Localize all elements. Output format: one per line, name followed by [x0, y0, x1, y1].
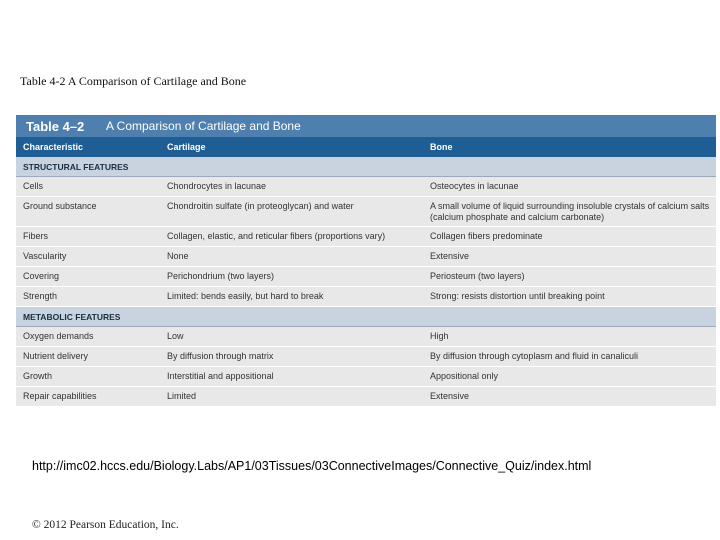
- row-bone: High: [430, 331, 449, 341]
- table-number: Table 4–2: [26, 118, 85, 134]
- table-title: A Comparison of Cartilage and Bone: [106, 119, 301, 133]
- row-characteristic: Cells: [23, 181, 44, 191]
- row-characteristic: Fibers: [23, 231, 49, 241]
- table-row: [16, 227, 716, 247]
- copyright-notice: © 2012 Pearson Education, Inc.: [32, 519, 179, 531]
- row-cartilage: Chondrocytes in lacunae: [167, 181, 267, 191]
- row-characteristic: Growth: [23, 371, 53, 381]
- table-row: [16, 197, 716, 227]
- row-characteristic: Repair capabilities: [23, 391, 97, 401]
- row-characteristic: Oxygen demands: [23, 331, 94, 341]
- section-heading-structural: STRUCTURAL FEATURES: [16, 157, 716, 177]
- row-cartilage: Collagen, elastic, and reticular fibers (proportions vary): [167, 231, 386, 241]
- table-row: [16, 387, 716, 407]
- slide-title: Table 4-2 A Comparison of Cartilage and Bone: [20, 74, 247, 88]
- table-row: [16, 287, 716, 307]
- row-characteristic: Vascularity: [23, 251, 67, 261]
- row-bone: Extensive: [430, 391, 470, 401]
- column-header-bone: Bone: [430, 141, 453, 152]
- row-cartilage: Limited: [167, 391, 197, 401]
- row-characteristic: Nutrient delivery: [23, 351, 89, 361]
- row-bone: Extensive: [430, 251, 470, 261]
- row-cartilage: Perichondrium (two layers): [167, 271, 275, 281]
- row-characteristic: Covering: [23, 271, 60, 281]
- row-characteristic: Ground substance: [23, 201, 97, 211]
- row-cartilage: Interstitial and appositional: [167, 371, 274, 381]
- table-row: [16, 347, 716, 367]
- row-bone: Collagen fibers predominate: [430, 231, 543, 241]
- row-cartilage: None: [167, 251, 189, 261]
- column-header-cartilage: Cartilage: [167, 141, 206, 152]
- comparison-table: [16, 115, 716, 407]
- row-cartilage: Low: [167, 331, 184, 341]
- source-url: http://imc02.hccs.edu/Biology.Labs/AP1/03Tissues/03ConnectiveImages/Connective_Quiz/index.html: [32, 459, 592, 473]
- table-row: [16, 247, 716, 267]
- row-cartilage: Chondroitin sulfate (in proteoglycan) and water: [167, 201, 354, 211]
- section-heading-metabolic: METABOLIC FEATURES: [16, 307, 716, 327]
- table-row: [16, 177, 716, 197]
- table-header: [16, 115, 716, 137]
- table-row: [16, 267, 716, 287]
- row-bone: Strong: resists distortion until breaking point: [430, 291, 605, 301]
- row-cartilage: By diffusion through matrix: [167, 351, 274, 361]
- table-row: [16, 327, 716, 347]
- row-bone: Osteocytes in lacunae: [430, 181, 519, 191]
- row-bone: A small volume of liquid surrounding insoluble crystals of calcium salts (calcium phosphate and calcium carbonate): [430, 201, 710, 222]
- row-cartilage: Limited: bends easily, but hard to break: [167, 291, 324, 301]
- row-bone: By diffusion through cytoplasm and fluid in canaliculi: [430, 351, 638, 361]
- table-row: [16, 367, 716, 387]
- column-headers: [16, 137, 716, 157]
- column-header-characteristic: Characteristic: [23, 141, 84, 152]
- row-bone: Periosteum (two layers): [430, 271, 525, 281]
- row-bone: Appositional only: [430, 371, 499, 381]
- row-characteristic: Strength: [23, 291, 58, 301]
